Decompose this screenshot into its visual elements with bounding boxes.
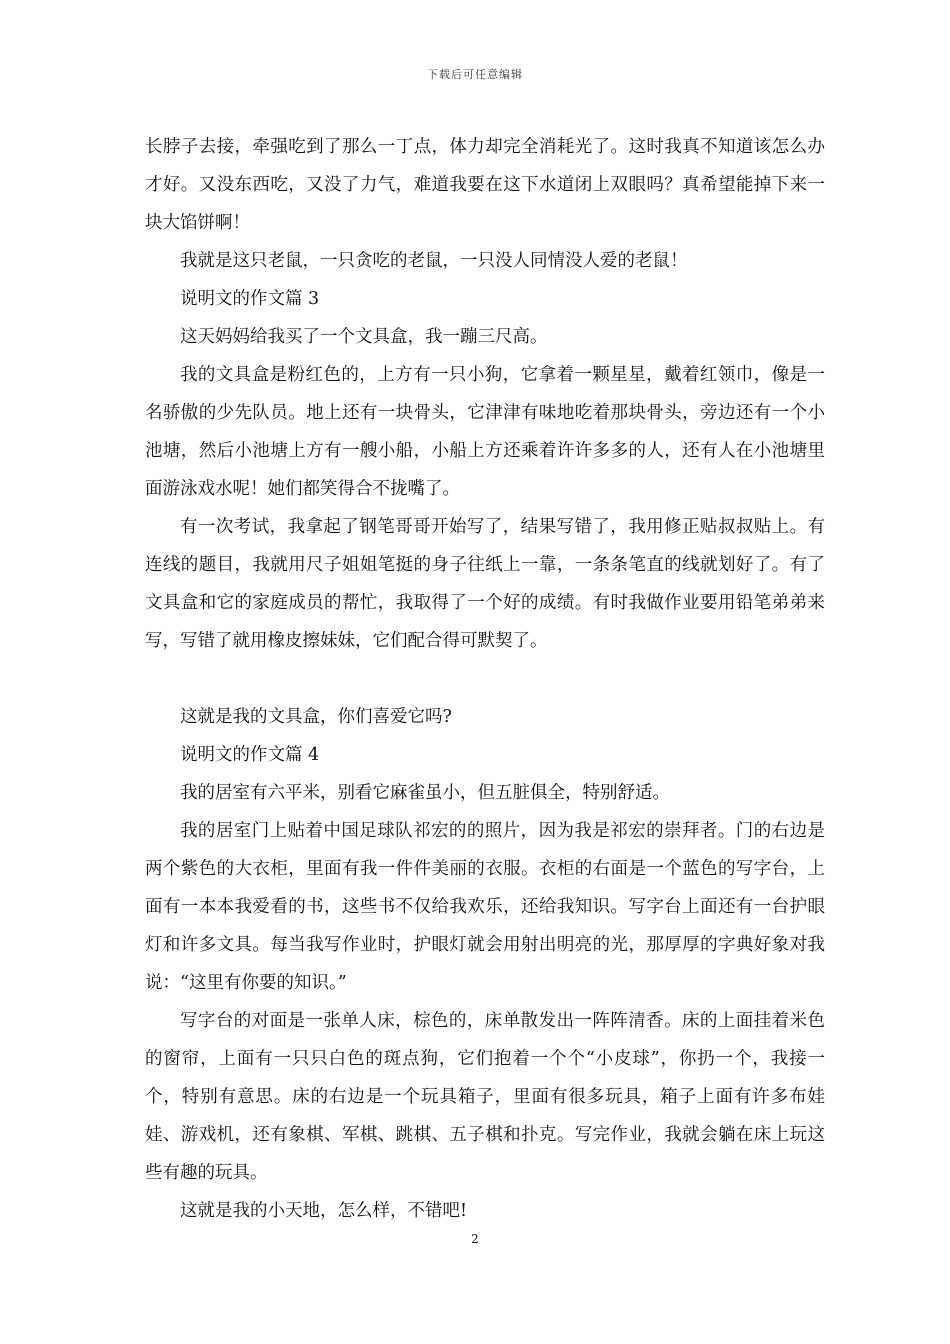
paragraph-8: 我的居室门上贴着中国足球队祁宏的的照片，因为我是祁宏的崇拜者。门的右边是两个紫色的大衣柜，里面有我一件件美丽的衣服。衣柜的右面是一个蓝色的写字台，上面有一本本我爱看的书，这些书不仅给我欢乐，还给我知识。写字台上面还有一台护眼灯和许多文具。每当我写作业时，护眼灯就会用射出明亮的光，那厚厚的字典好象对我说：“这里有你要的知识。” [145, 821, 825, 993]
paragraph-5: 有一次考试，我拿起了钢笔哥哥开始写了，结果写错了，我用修正贴叔叔贴上。有连线的题目，我就用尺子姐姐笔挺的身子往纸上一靠，一条条笔直的线就划好了。有了文具盒和它的家庭成员的帮忙，我取得了一个好的成绩。有时我做作业要用铅笔弟弟来写，写错了就用橡皮擦妹妹，它们配合得可默契了。 [145, 517, 825, 651]
section-heading-3: 说明文的作文篇 3 [180, 289, 320, 309]
paragraph-1: 长脖子去接，牵强吃到了那么一丁点，体力却完全消耗光了。这时我真不知道该怎么办才好。又没东西吃，又没了力气，难道我要在这下水道闭上双眼吗？真希望能掉下来一块大馅饼啊！ [145, 137, 825, 233]
paragraph-9: 写字台的对面是一张单人床，棕色的，床单散发出一阵阵清香。床的上面挂着米色的窗帘，上面有一只只白色的斑点狗，它们抱着一个个“小皮球”，你扔一个，我接一个，特别有意思。床的右边是一个玩具箱子，里面有很多玩具，箱子上面有许多布娃娃、游戏机，还有象棋、军棋、跳棋、五子棋和扑克。写完作业，我就会躺在床上玩这些有趣的玩具。 [145, 1011, 825, 1183]
header-note: 下载后可任意编辑 [427, 68, 523, 81]
paragraph-2: 我就是这只老鼠，一只贪吃的老鼠，一只没人同情没人爱的老鼠！ [180, 251, 688, 271]
paragraph-10: 这就是我的小天地，怎么样，不错吧! [180, 1201, 468, 1221]
blank-line [145, 660, 825, 698]
page-number: 2 [471, 1232, 479, 1246]
paragraph-4: 我的文具盒是粉红色的，上方有一只小狗，它拿着一颗星星，戴着红领巾，像是一名骄傲的少先队员。地上还有一块骨头，它津津有味地吃着那块骨头，旁边还有一个小池塘，然后小池塘上方有一艘小船，小船上方还乘着许许多多的人，还有人在小池塘里面游泳戏水呢！她们都笑得合不拢嘴了。 [145, 365, 825, 499]
paragraph-3: 这天妈妈给我买了一个文具盒，我一蹦三尺高。 [180, 327, 548, 347]
paragraph-6: 这就是我的文具盒，你们喜爱它吗? [180, 707, 452, 727]
paragraph-7: 我的居室有六平米，别看它麻雀虽小，但五脏俱全，特别舒适。 [180, 783, 670, 803]
document-body [145, 128, 825, 1230]
section-heading-4: 说明文的作文篇 4 [180, 745, 320, 765]
